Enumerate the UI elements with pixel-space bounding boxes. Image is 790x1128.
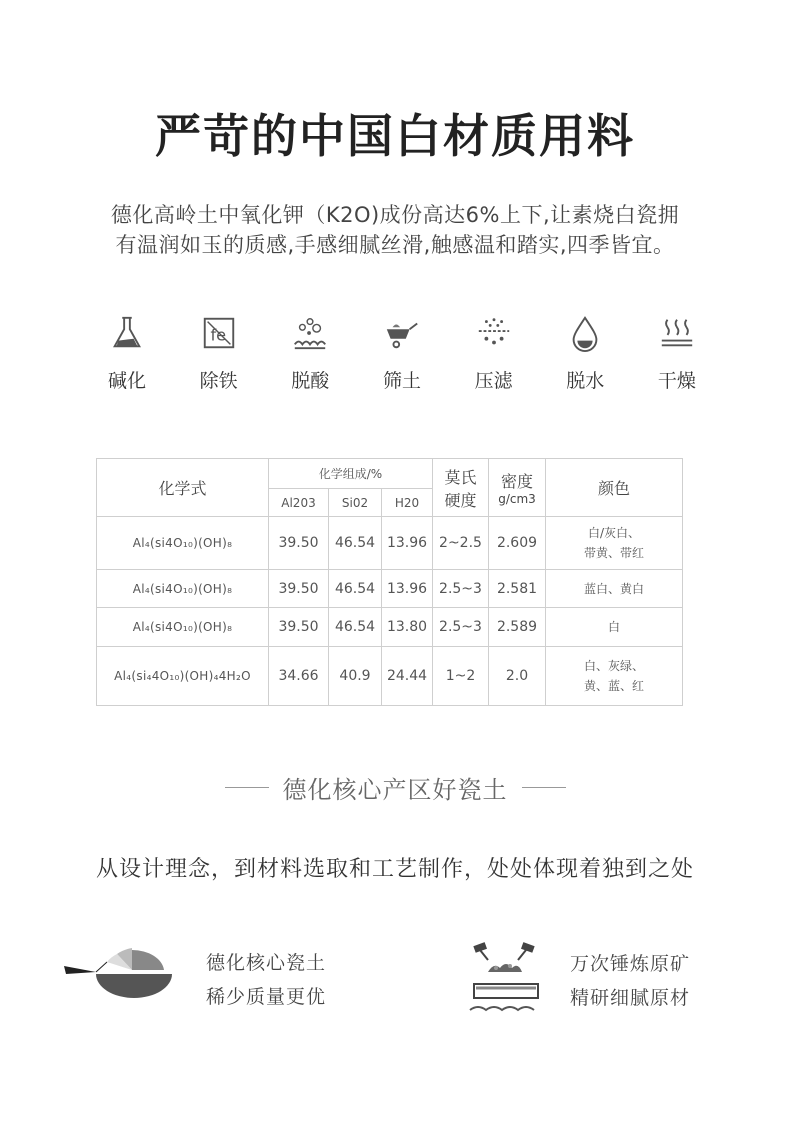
cell-formula: Al₄(si4O₁₀)(OH)₈ — [97, 608, 269, 647]
cell-color — [546, 647, 683, 706]
feature-drying — [632, 312, 722, 393]
intro-line-1: 德化高岭土中氧化钾（K2O)成份高达6%上下,让素烧白瓷拥 — [110, 203, 680, 227]
section-title: 德化核心产区好瓷土 — [282, 776, 508, 804]
bottom-item-clay — [62, 940, 326, 1020]
bottom-item-ore — [466, 936, 690, 1026]
cell-formula: Al₄(si4O₁₀)(OH)₈ — [97, 570, 269, 608]
bottom-line-1: 德化核心瓷土 — [206, 952, 327, 974]
bottom-line-2: 精研细腻原材 — [570, 987, 691, 1009]
feature-dewatering — [540, 312, 630, 393]
feature-label: 除铁 — [199, 370, 238, 392]
cell-h: 13.80 — [382, 608, 433, 647]
header-composition: 化学组成/% — [269, 459, 433, 489]
cell-color-line2: 带黄、带红 — [583, 546, 644, 560]
divider-left — [225, 787, 269, 788]
cell-h: 24.44 — [382, 647, 433, 706]
feature-label: 干燥 — [657, 370, 696, 392]
feature-alkalization — [82, 312, 172, 393]
header-color: 颜色 — [546, 459, 683, 517]
feature-screening — [357, 312, 447, 393]
cell-al: 39.50 — [269, 517, 329, 570]
cell-color-line1: 白、灰绿、 — [583, 659, 644, 673]
cell-hardness: 2.5~3 — [433, 570, 489, 608]
water-drop-icon — [540, 312, 630, 354]
cell-si: 46.54 — [329, 570, 382, 608]
flask-icon — [82, 312, 172, 354]
table-row — [97, 570, 683, 608]
intro-text — [0, 200, 790, 260]
header-si: Si02 — [329, 489, 382, 517]
cell-color-line1: 白/灰白、 — [587, 526, 641, 540]
cell-color — [546, 517, 683, 570]
feature-press-filter — [449, 312, 539, 393]
section-heading — [0, 770, 790, 805]
composition-table — [96, 458, 683, 706]
wheelbarrow-icon — [357, 312, 447, 354]
cell-si: 46.54 — [329, 517, 382, 570]
table-row — [97, 608, 683, 647]
header-density-line1: 密度 — [500, 472, 533, 491]
process-features — [82, 312, 722, 393]
cell-density: 2.609 — [489, 517, 546, 570]
header-al: Al203 — [269, 489, 329, 517]
cell-al: 39.50 — [269, 608, 329, 647]
feature-label: 碱化 — [107, 370, 146, 392]
filter-icon — [449, 312, 539, 354]
feature-label: 脱水 — [566, 370, 605, 392]
hammer-ore-icon — [466, 936, 546, 1026]
cell-color: 蓝白、黄白 — [546, 570, 683, 608]
bottom-line-1: 万次锤炼原矿 — [570, 953, 691, 975]
feature-deacidification — [265, 312, 355, 393]
cell-color-line2: 黄、蓝、红 — [583, 679, 644, 693]
cell-hardness: 1~2 — [433, 647, 489, 706]
cell-si: 40.9 — [329, 647, 382, 706]
cell-si: 46.54 — [329, 608, 382, 647]
feature-label: 压滤 — [474, 370, 513, 392]
cell-density: 2.589 — [489, 608, 546, 647]
header-hardness — [433, 459, 489, 517]
pie-icon — [62, 940, 182, 1020]
heat-icon — [632, 312, 722, 354]
bubbles-icon — [265, 312, 355, 354]
cell-density: 2.0 — [489, 647, 546, 706]
bottom-line-2: 稀少质量更优 — [206, 986, 327, 1008]
intro-line-2: 有温润如玉的质感,手感细腻丝滑,触感温和踏实,四季皆宜。 — [115, 233, 675, 257]
cell-density: 2.581 — [489, 570, 546, 608]
cell-color: 白 — [546, 608, 683, 647]
feature-label: 筛土 — [382, 370, 421, 392]
fe-icon — [174, 312, 264, 354]
header-hardness-line2: 硬度 — [444, 490, 477, 510]
page-title: 严苛的中国白材质用料 — [155, 109, 635, 163]
feature-label: 脱酸 — [291, 370, 330, 392]
table-row — [97, 647, 683, 706]
cell-formula: Al₄(si4O₁₀)(OH)₈ — [97, 517, 269, 570]
cell-h: 13.96 — [382, 517, 433, 570]
svg-text:fe: fe — [210, 325, 226, 345]
cell-h: 13.96 — [382, 570, 433, 608]
header-hardness-line1: 莫氏 — [444, 467, 477, 487]
cell-al: 34.66 — [269, 647, 329, 706]
feature-iron-removal — [174, 312, 264, 393]
cell-hardness: 2.5~3 — [433, 608, 489, 647]
header-h: H20 — [382, 489, 433, 517]
header-density-line2: g/cm3 — [498, 492, 536, 506]
divider-right — [522, 787, 566, 788]
header-density — [489, 459, 546, 517]
table-row — [97, 517, 683, 570]
cell-hardness: 2~2.5 — [433, 517, 489, 570]
header-formula: 化学式 — [97, 459, 269, 517]
cell-formula: Al₄(si₄4O₁₀)(OH)₄4H₂O — [97, 647, 269, 706]
tagline: 从设计理念，到材料选取和工艺制作，处处体现着独到之处 — [95, 857, 694, 882]
cell-al: 39.50 — [269, 570, 329, 608]
